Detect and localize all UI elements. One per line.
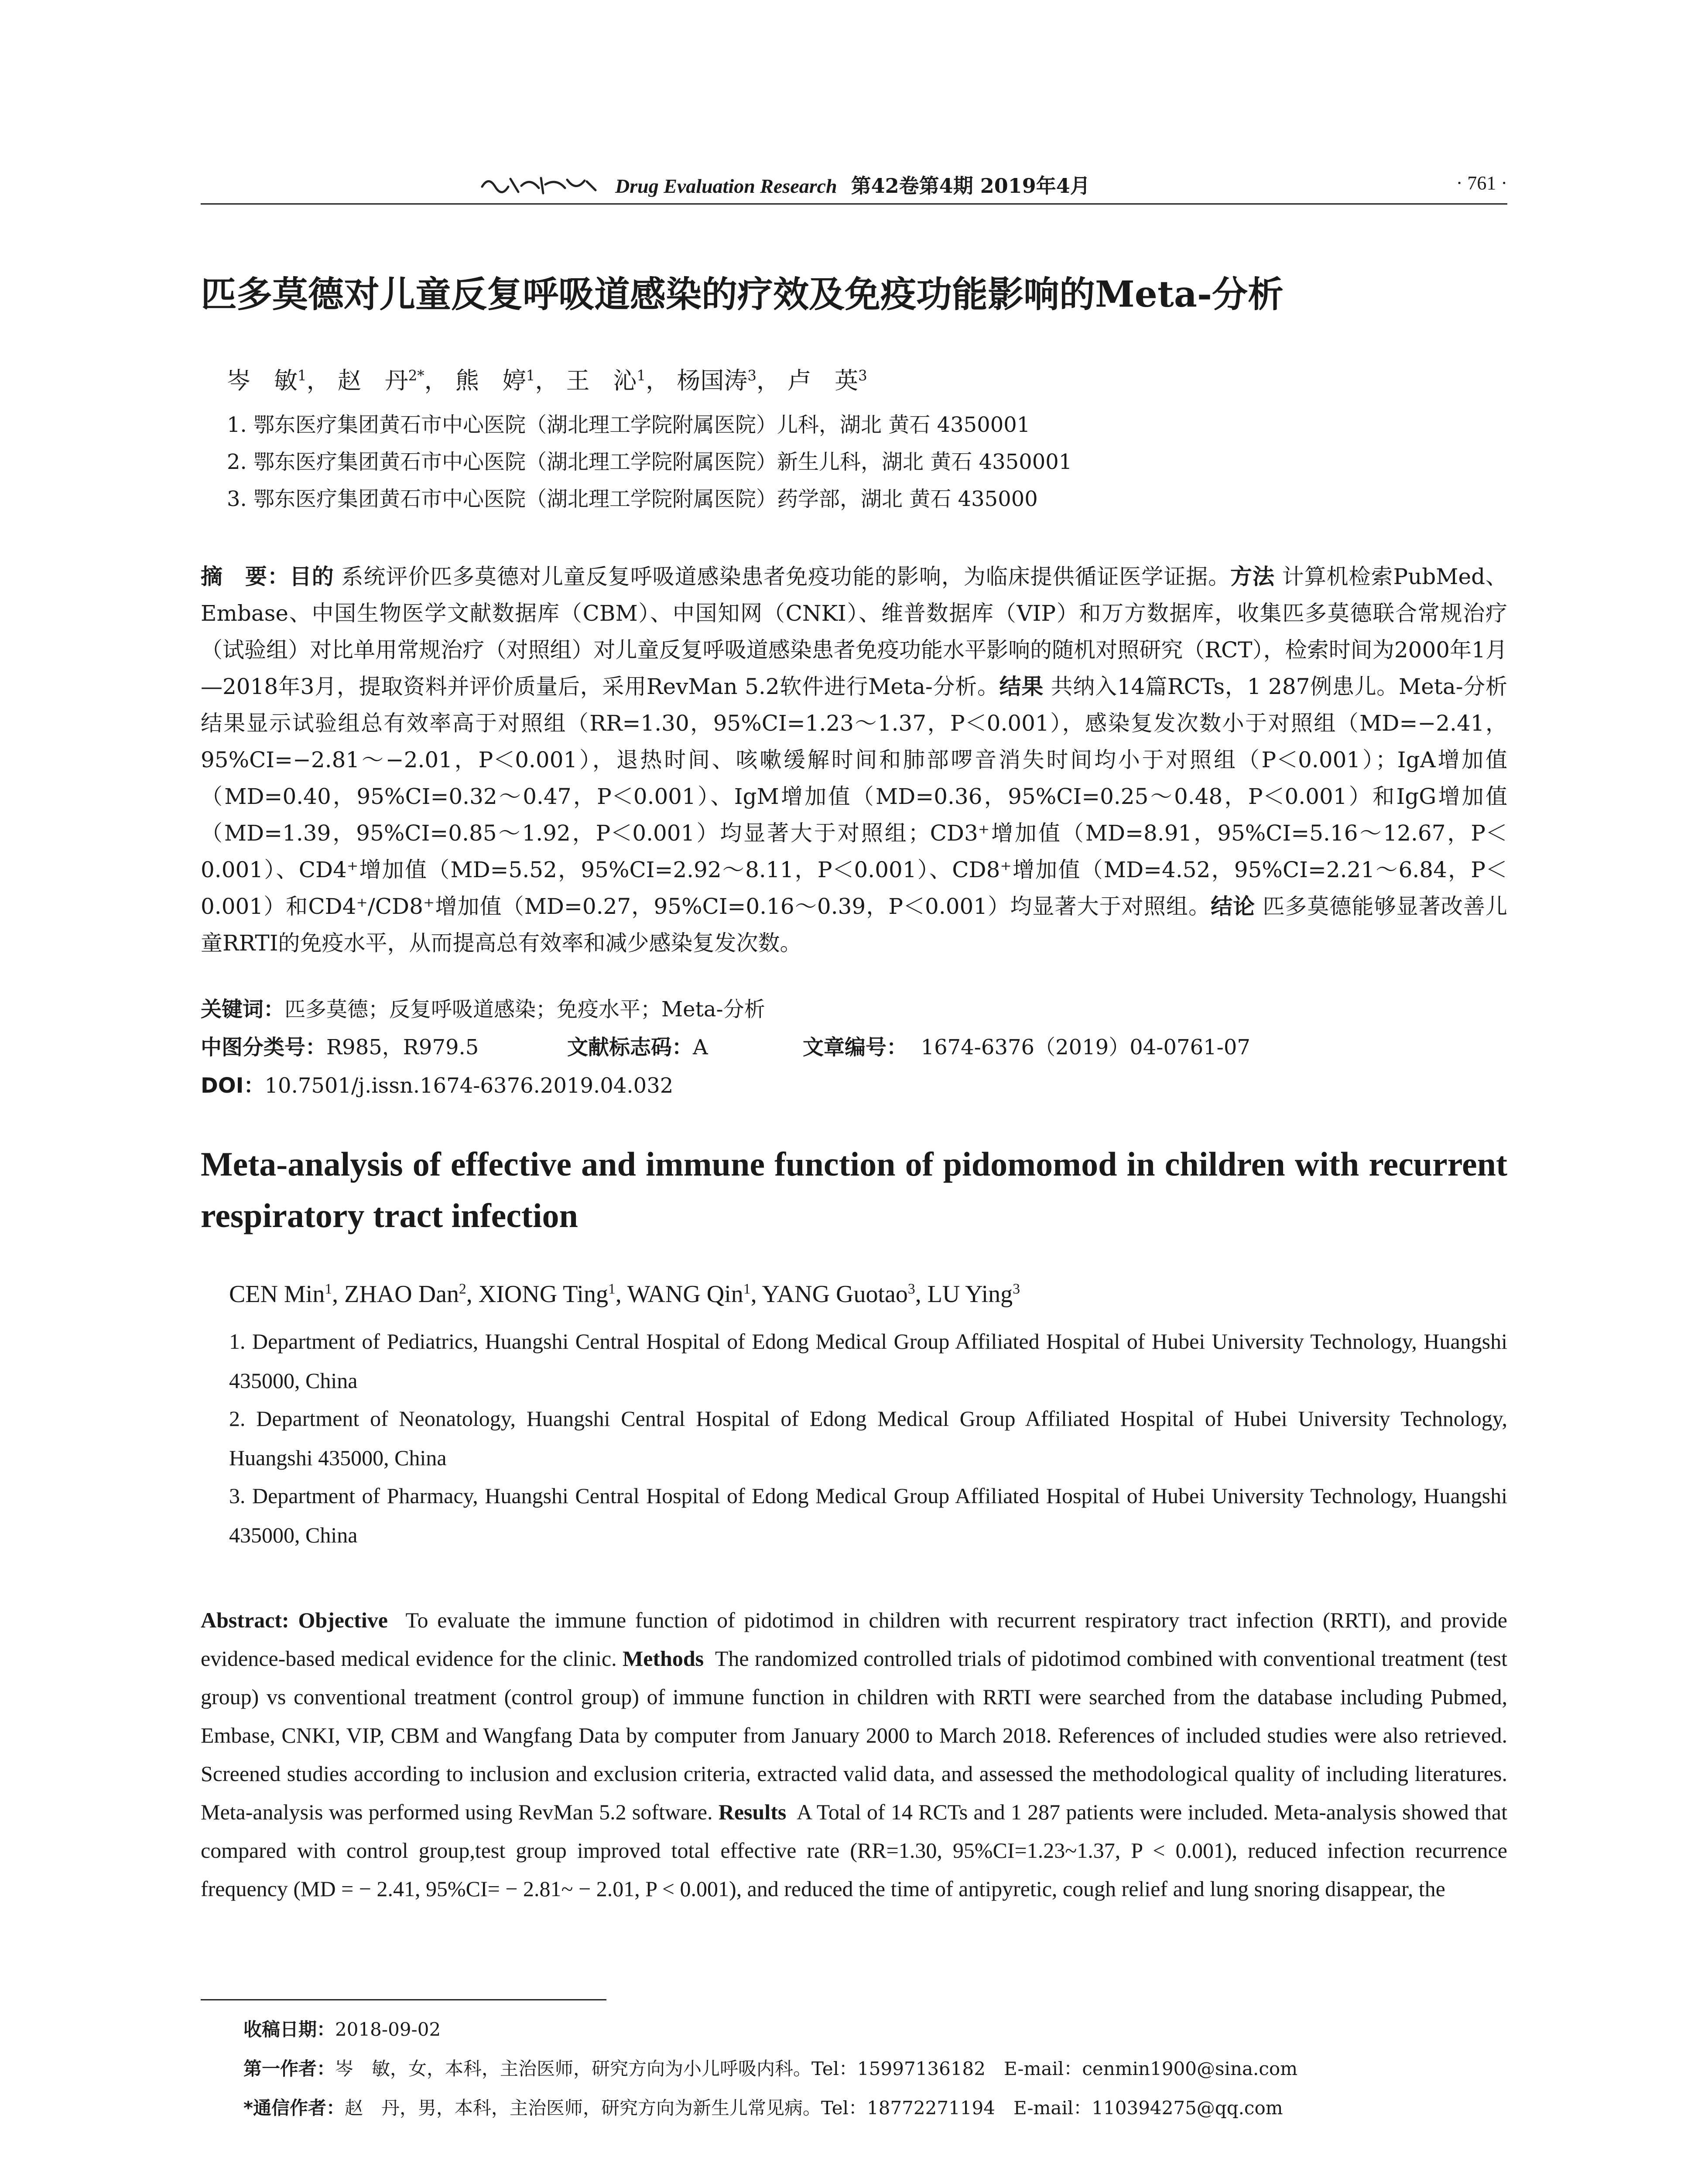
doi-value: 10.7501/j.issn.1674-6376.2019.04.032 (264, 1073, 674, 1098)
author-cn: 卢 英 (787, 367, 859, 394)
methods-text-en: The randomized controlled trials of pidotimod combined with conventional treatment (test group) vs conventional treatment (control group) of immune function in children with RRTI were searched from the database including Pubmed, Embase, CNKI, VIP, CBM and Wangfang Data by computer from January 2000 to March 2018. References of included studies were also retrieved. Screened studies according to inclusion and exclusion criteria, extracted valid data, and assessed the methodological quality of including literatures. Meta-analysis was performed using RevMan 5.2 software. (201, 1646, 1508, 1824)
article-number-label: 文章编号： (803, 1035, 908, 1060)
affiliation-en-1: 1. Department of Pediatrics, Huangshi Central Hospital of Edong Medical Group Affiliated Hospital of Hubei University Technology, Huangshi 435000, China (229, 1329, 1507, 1393)
author-cn: 王 沁 (566, 367, 637, 394)
clc-label: 中图分类号： (201, 1035, 327, 1060)
header-rule (201, 203, 1507, 205)
received-label: 收稿日期： (243, 2019, 335, 2040)
corresponding-label: *通信作者： (243, 2097, 345, 2119)
methods-label-cn: 方法 (1230, 564, 1275, 589)
journal-calligraphy-logo (480, 174, 598, 196)
author-sup: 1 (608, 1281, 616, 1297)
conclusion-text-cn: 匹多莫德能够显著改善儿童RRTI的免疫水平，从而提高总有效率和减少感染复发次数。 (201, 894, 1508, 956)
results-text-en: A Total of 14 RCTs and 1 287 patients were included. Meta-analysis showed that compared with control group,test group improved total effective rate (RR=1.30, 95%CI=1.23~1.37, P < 0.001), reduced infection recurrence frequency (MD = − 2.41, 95%CI= − 2.81~ − 2.01, P < 0.001), and reduced the time of antipyretic, cough relief and lung snoring disappear, the (201, 1800, 1508, 1901)
objective-label-cn: 目的 (289, 564, 334, 589)
footnote-corresponding (243, 2094, 1283, 2120)
journal-issue-line (615, 170, 1090, 199)
keywords-value: 匹多莫德；反复呼吸道感染；免疫水平；Meta-分析 (284, 997, 765, 1022)
footnote-rule (201, 1999, 606, 2000)
affiliation-cn-2: 2. 鄂东医疗集团黄石市中心医院（湖北理工学院附属医院）新生儿科，湖北 黄石 4350001 (227, 450, 1072, 474)
affiliation-cn-3: 3. 鄂东医疗集团黄石市中心医院（湖北理工学院附属医院）药学部，湖北 黄石 435000 (227, 487, 1038, 511)
abstract-label-en: Abstract: (201, 1608, 289, 1632)
footnote-first-author (243, 2055, 1297, 2081)
abstract-label-cn: 摘 要： (201, 564, 290, 589)
affiliation-cn-1: 1. 鄂东医疗集团黄石市中心医院（湖北理工学院附属医院）儿科，湖北 黄石 4350001 (227, 413, 1030, 437)
article-title-cn: 匹多莫德对儿童反复呼吸道感染的疗效及免疫功能影响的Meta-分析 (201, 273, 1284, 315)
doi-line (201, 1069, 673, 1099)
author-sup: 1 (325, 1281, 332, 1297)
article-number-value: 1674-6376（2019）04-0761-07 (921, 1035, 1250, 1060)
received-value: 2018-09-02 (335, 2019, 441, 2040)
author-en: XIONG Ting (478, 1281, 608, 1308)
keywords-label: 关键词： (201, 997, 285, 1022)
author-cn: 熊 婷 (455, 367, 526, 394)
author-en: CEN Min (229, 1281, 325, 1308)
doc-code-line (567, 1030, 708, 1060)
author-sup: 2* (408, 367, 424, 384)
results-label-en: Results (718, 1800, 787, 1824)
author-sup: 1 (743, 1281, 751, 1297)
author-en: LU Ying (927, 1281, 1013, 1308)
journal-logo (480, 174, 598, 196)
first-author-label: 第一作者： (243, 2058, 335, 2079)
author-sup: 3 (747, 367, 756, 384)
page-number: · 761 · (1456, 172, 1507, 194)
author-sup: 1 (298, 367, 307, 384)
affiliation-en-2: 2. Department of Neonatology, Huangshi Central Hospital of Edong Medical Group Affiliated Hospital of Hubei University Technology, Huangshi 435000, China (229, 1406, 1507, 1470)
abstract-en (201, 1601, 1507, 1908)
classification-line (201, 1030, 479, 1060)
article-title-en: Meta-analysis of effective and immune function of pidomomod in children with recurrent respiratory tract infection (201, 1145, 1507, 1234)
footnote-received (243, 2015, 441, 2041)
authors-cn: 岑 敏$^1$， 赵 丹$^{2*}$， 熊 婷$^1$， 王 沁$^1$， 杨国涛$^3$， 卢 英$^3$ (227, 367, 867, 394)
author-cn: 杨国涛 (677, 367, 748, 394)
authors-en: CEN Min$^1$, ZHAO Dan$^2$, XIONG Ting$^1$, WANG Qin$^1$, YANG Guotao$^3$, LU Ying$^3$ (229, 1281, 1020, 1308)
author-sup: 3 (858, 367, 867, 384)
author-en: ZHAO Dan (344, 1281, 459, 1308)
author-sup: 3 (1013, 1281, 1020, 1297)
doc-code-value: A (693, 1035, 708, 1060)
doi-label: DOI： (201, 1073, 265, 1098)
affiliation-en-3: 3. Department of Pharmacy, Huangshi Central Hospital of Edong Medical Group Affiliated Hospital of Hubei University Technology, Huangshi 435000, China (229, 1484, 1507, 1547)
results-text-cn: 共纳入14篇RCTs，1 287例患儿。Meta-分析结果显示试验组总有效率高于对照组（RR=1.30，95%CI=1.23～1.37，P＜0.001），感染复发次数小于对照组（MD=−2.41，95%CI=−2.81～−2.01，P＜0.001），退热时间、咳嗽缓解时间和肺部啰音消失时间均小于对照组（P＜0.001）；IgA增加值（MD=0.40，95%CI=0.32～0.47，P＜0.001）、IgM增加值（MD=0.36，95%CI=0.25～0.48，P＜0.001）和IgG增加值（MD=1.39，95%CI=0.85～1.92，P＜0.001）均显著大于对照组；CD3⁺增加值（MD=8.91，95%CI=5.16～12.67，P＜0.001）、CD4⁺增加值（MD=5.52，95%CI=2.92～8.11，P＜0.001）、CD8⁺增加值（MD=4.52，95%CI=2.21～6.84，P＜0.001）和CD4⁺/CD8⁺增加值（MD=0.27，95%CI=0.16～0.39，P＜0.001）均显著大于对照组。 (201, 674, 1508, 919)
author-cn: 岑 敏 (227, 367, 298, 394)
abstract-cn (201, 558, 1507, 961)
methods-text-cn: 计算机检索PubMed、Embase、中国生物医学文献数据库（CBM）、中国知网（CNKI）、维普数据库（VIP）和万方数据库，收集匹多莫德联合常规治疗（试验组）对比单用常规治疗（对照组）对儿童反复呼吸道感染患者免疫功能水平影响的随机对照研究（RCT），检索时间为2000年1月—2018年3月，提取资料并评价质量后，采用RevMan 5.2软件进行Meta-分析。 (201, 564, 1508, 699)
article-number-line (803, 1030, 1250, 1060)
doc-code-label: 文献标志码： (567, 1035, 693, 1060)
journal-issue: 第42卷第4期 2019年4月 (851, 174, 1090, 198)
results-label-cn: 结果 (999, 674, 1044, 699)
journal-name-en: Drug Evaluation Research (615, 175, 837, 197)
objective-label-en: Objective (298, 1608, 388, 1632)
objective-text-cn: 系统评价匹多莫德对儿童反复呼吸道感染患者免疫功能的影响，为临床提供循证医学证据。 (341, 564, 1231, 589)
corresponding-value: 赵 丹，男，本科，主治医师，研究方向为新生儿常见病。Tel：18772271194 E-mail：110394275@qq.com (344, 2097, 1283, 2119)
methods-label-en: Methods (623, 1646, 704, 1671)
keywords-cn (201, 992, 765, 1022)
first-author-value: 岑 敏，女，本科，主治医师，研究方向为小儿呼吸内科。Tel：15997136182 E-mail：cenmin1900@sina.com (335, 2058, 1298, 2079)
author-cn: 赵 丹 (337, 367, 408, 394)
author-sup: 1 (637, 367, 646, 384)
author-sup: 1 (526, 367, 535, 384)
author-en: YANG Guotao (762, 1281, 908, 1308)
clc-value: R985，R979.5 (326, 1035, 479, 1060)
author-sup: 3 (907, 1281, 915, 1297)
running-header (201, 166, 1507, 201)
author-sup: 2 (459, 1281, 466, 1297)
objective-text-en: To evaluate the immune function of pidotimod in children with recurrent respiratory tract infection (RRTI), and provide evidence-based medical evidence for the clinic. (201, 1608, 1507, 1671)
author-en: WANG Qin (627, 1281, 743, 1308)
conclusion-label-cn: 结论 (1211, 894, 1256, 919)
